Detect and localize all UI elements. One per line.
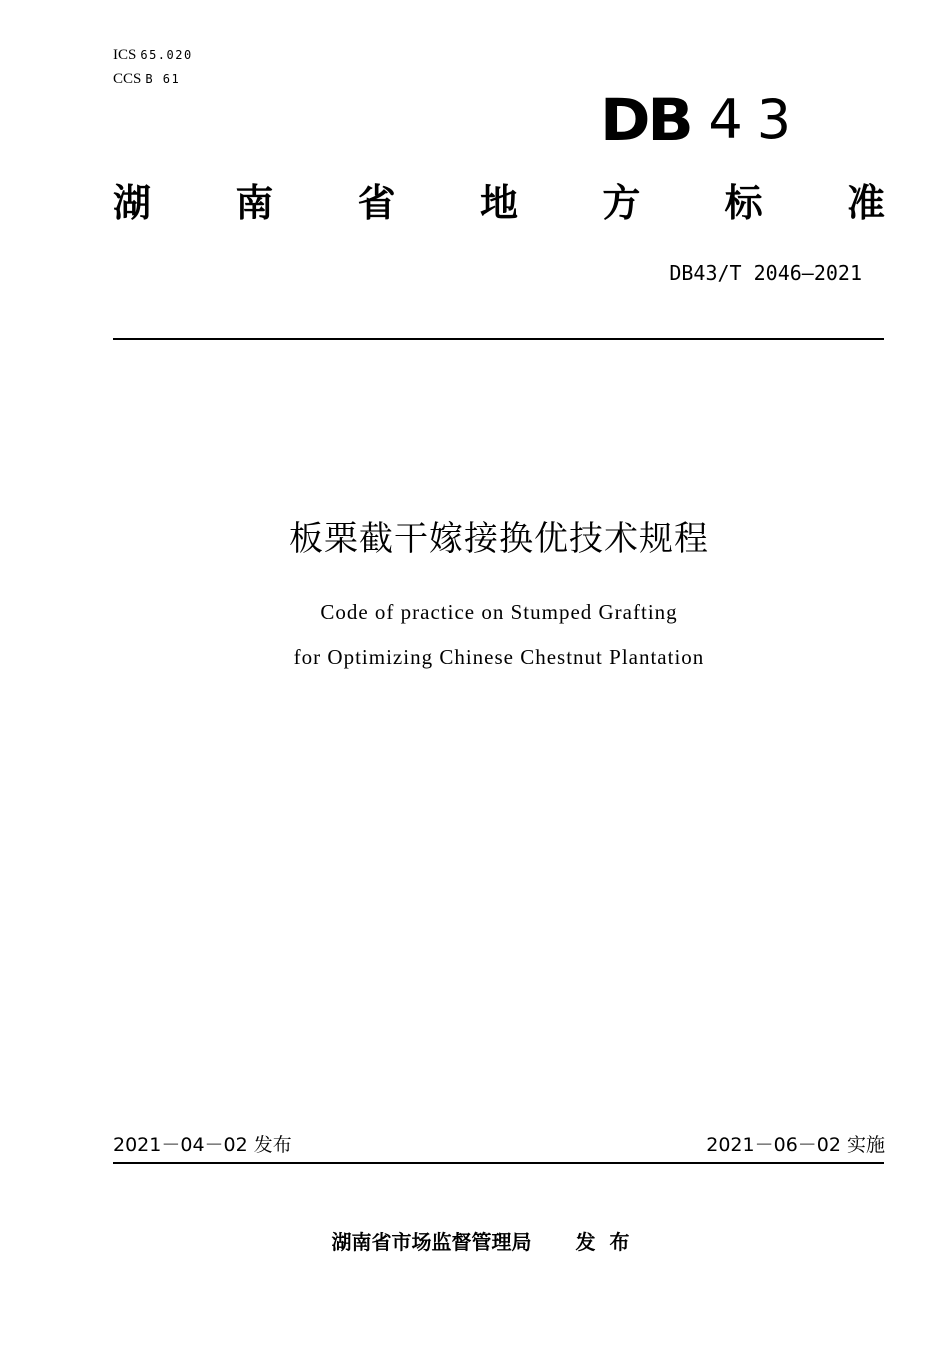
implementation-date: 2021－06－02 实施 (706, 1134, 885, 1156)
category-char: 地 (479, 181, 518, 225)
footer-divider (113, 1162, 884, 1164)
document-title-english-line-2: for Optimizing Chinese Chestnut Plantation (293, 645, 705, 669)
document-title-english-line-1: Code of practice on Stumped Grafting (320, 600, 678, 624)
header-divider (113, 338, 884, 340)
ccs-classification (113, 70, 180, 88)
ics-code: 65.020 (140, 48, 193, 62)
category-char: 湖 (113, 181, 152, 225)
ics-label: ICS (113, 47, 137, 63)
standard-number: DB43/T 2046—2021 (669, 261, 862, 285)
standard-category-heading (113, 178, 885, 228)
ccs-code: B 61 (145, 72, 181, 86)
publisher-action: 发布 (575, 1230, 644, 1254)
publisher-name: 湖南省市场监督管理局 (331, 1230, 532, 1254)
db-logo (600, 86, 806, 154)
category-char: 南 (235, 181, 274, 225)
category-char: 标 (724, 181, 763, 225)
db-logo-number: 43 (708, 88, 806, 151)
category-char: 省 (357, 181, 396, 225)
publisher-line (0, 1228, 950, 1256)
issue-date: 2021－04－02 发布 (113, 1134, 292, 1156)
ics-classification (113, 46, 193, 64)
category-char: 准 (846, 181, 885, 225)
document-title-chinese: 板栗截干嫁接换优技术规程 (289, 519, 709, 559)
db-logo-letters: DB (600, 86, 691, 154)
category-char: 方 (602, 181, 641, 225)
ccs-label: CCS (113, 71, 142, 87)
